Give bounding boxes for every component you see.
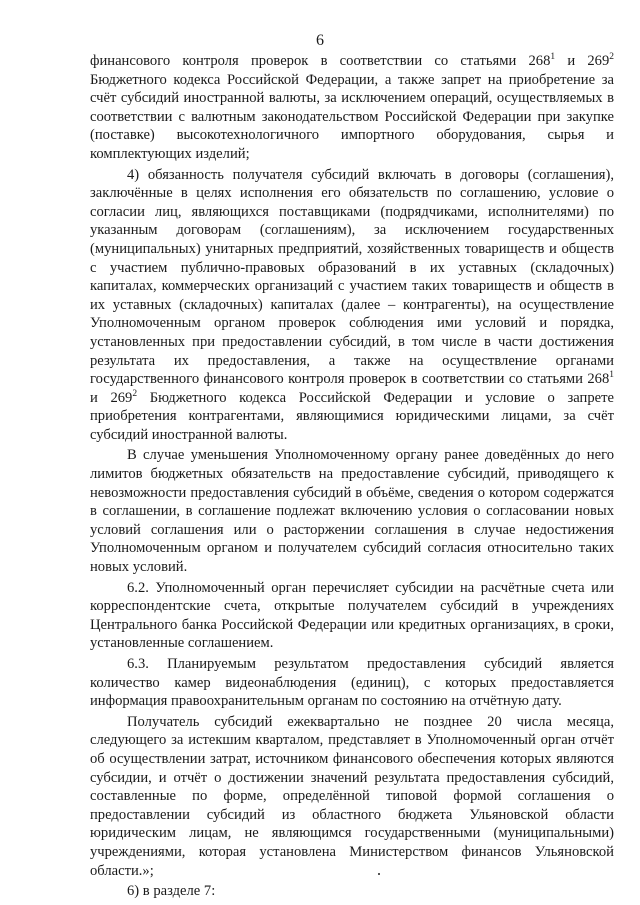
paragraph-continuation bbox=[90, 52, 614, 164]
paragraph-6-3: 6.3. Планируемым результатом предоставления субсидий является количество камер видеонаблюдения (единиц), с которых предоставляется информация правоохранительным органам по состоянию на отчётную дату. bbox=[90, 656, 614, 710]
document-body bbox=[90, 52, 614, 901]
paragraph-item-4 bbox=[90, 166, 614, 445]
superscript: 1 bbox=[550, 52, 556, 63]
superscript: 2 bbox=[609, 52, 615, 63]
page-number: 6 bbox=[316, 32, 324, 49]
text-segment: и 269 bbox=[555, 53, 610, 69]
text-segment: Бюджетного кодекса Российской Федерации, а также запрет на приобретение за счёт субсидий иностранной валюты, за исключением операций, осуществляемых в соответствии с валютным законодательством Российской Федерации при закупке (поставке) высокотехнологичного импортного оборудования, сырья и комплектующих изделий; bbox=[90, 71, 614, 162]
text-segment: финансового контроля проверок в соответствии со статьями 268 bbox=[90, 53, 551, 69]
scan-speck bbox=[378, 873, 380, 875]
text-segment: и 269 bbox=[90, 389, 133, 406]
paragraph-section-7: 6) в разделе 7: bbox=[127, 883, 216, 900]
paragraph-reporting: Получатель субсидий ежеквартально не позднее 20 числа месяца, следующего за истекшим кварталом, представляет в Уполномоченный орган отчёт об осуществлении затрат, источником финансового обеспечения которых являются субсидии, и отчёт о достижении значений результата предоставления субсидий, составленные по форме, определённой типовой формой соглашения о предоставлении субсидий из областного бюджета Ульяновской области юридическим лицам, не являющимся государственными (муниципальными) учреждениями, которая установлена Министерством финансов Ульяновской области.»; bbox=[90, 713, 614, 879]
superscript: 2 bbox=[132, 388, 138, 399]
paragraph-6-2: 6.2. Уполномоченный орган перечисляет субсидии на расчётные счета или корреспондентские счета, открытые получателем субсидий в учреждениях Центрального банка Российской Федерации или кредитных организациях, в сроки, установленные соглашением. bbox=[90, 579, 614, 652]
text-segment: Бюджетного кодекса Российской Федерации и условие о запрете приобретения контрагентами, являющимися юридическими лицами, за счёт субсидий иностранной валюты. bbox=[90, 389, 614, 443]
paragraph-limits-reduction: В случае уменьшения Уполномоченному органу ранее доведённых до него лимитов бюджетных обязательств на предоставление субсидий, приводящего к невозможности предоставления субсидий в объёме, сведения о котором содержатся в соглашении, в соглашение подлежат включению условия о согласовании новых условий соглашения или о расторжении соглашения в случае недостижения Уполномоченным органом и получателем субсидий согласия относительно таких новых условий. bbox=[90, 447, 614, 576]
text-segment: 4) обязанность получателя субсидий включать в договоры (соглашения), заключённые в целях исполнения его обязательств по соглашению, условие о согласии лиц, являющихся поставщиками (подрядчиками, исполнителями) по указанным договорам (соглашениям), за исключением государственных (муниципальных) унитарных предприятий, хозяйственных товариществ и обществ с участием публично-правовых образований в их уставных (складочных) капиталах, коммерческих организаций с участием таких товариществ и обществ в их уставных (складочных) капиталах (далее – контрагенты), на осуществление Уполномоченным органом проверок соблюдения ими условий и порядка, установленных при предоставлении субсидий, в том числе в части достижения результата их предоставления, а также на осуществление органами государственного финансового контроля проверок в соответствии со статьями 268 bbox=[90, 166, 614, 388]
superscript: 1 bbox=[609, 370, 614, 381]
